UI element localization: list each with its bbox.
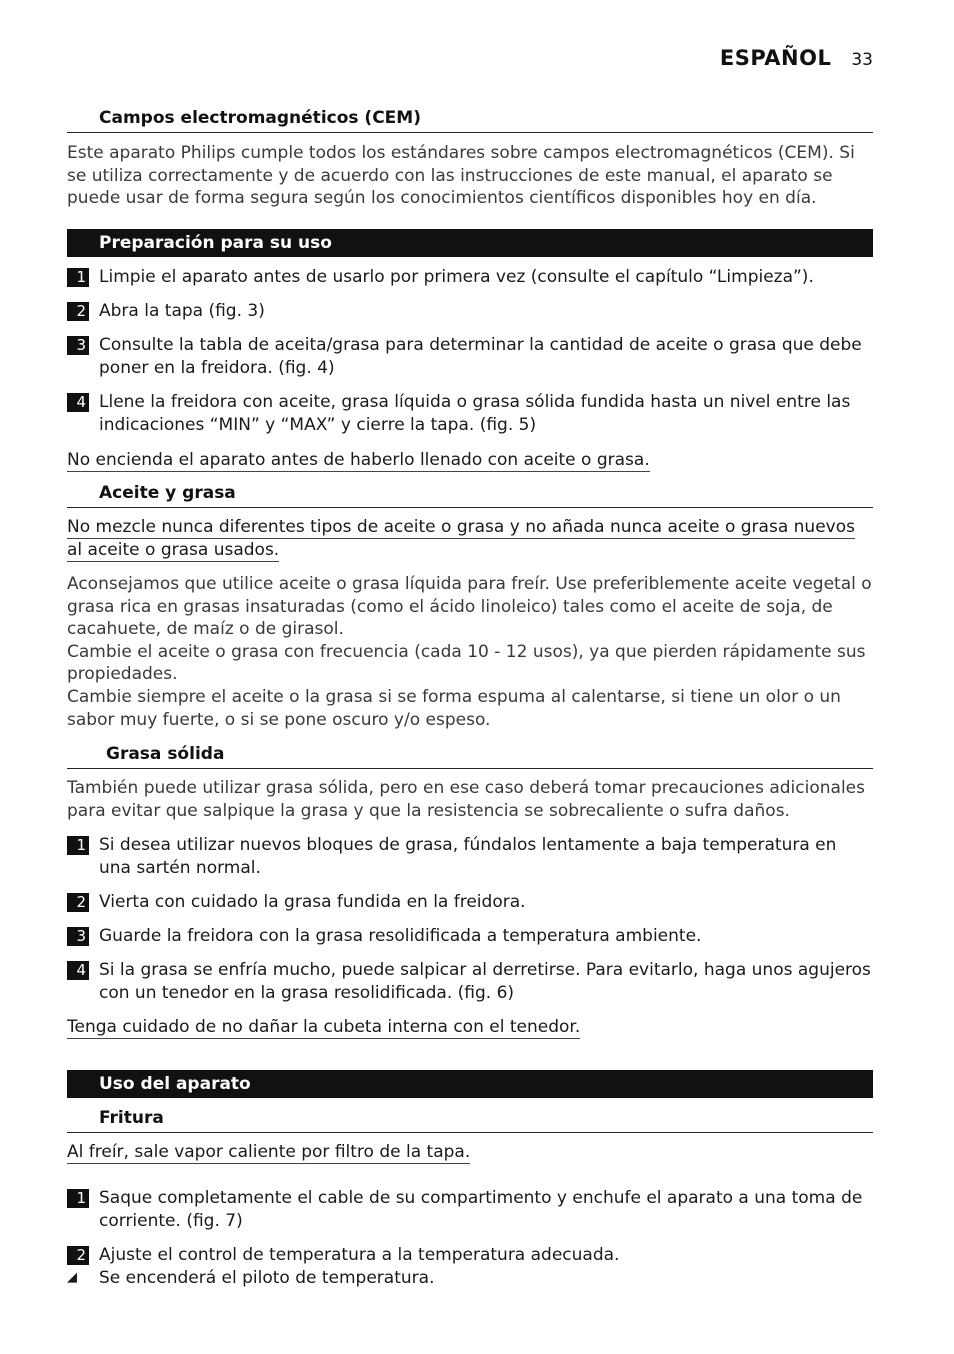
section-heading-use: Uso del aparato [67, 1070, 873, 1098]
solid-fat-paragraph: También puede utilizar grasa sólida, pero en ese caso deberá tomar precauciones adicionales para evitar que salpique la grasa y que la resistencia se sobrecaliente o sufra daños. [67, 778, 865, 821]
solid-step-2 [67, 891, 873, 914]
solid-step-3 [67, 925, 873, 948]
page-number: 33 [851, 50, 873, 70]
language-label: ESPAÑOL [719, 46, 832, 70]
step-text: Guarde la freidora con la grasa resolidificada a temperatura ambiente. [99, 926, 702, 946]
step-number: 1 [67, 1189, 89, 1208]
prep-warning-text: No encienda el aparato antes de haberlo llenado con aceite o grasa. [67, 450, 650, 470]
step-number: 2 [67, 302, 89, 321]
oil-paragraph-3: Cambie siempre el aceite o la grasa si se forma espuma al calentarse, si tiene un olor o un sabor muy fuerte, o si se pone oscuro y/o espeso. [67, 686, 841, 730]
prep-step-4 [67, 391, 873, 436]
step-number: 2 [67, 893, 89, 912]
prep-step-2 [67, 300, 873, 323]
bullet-text: Se encenderá el piloto de temperatura. [99, 1268, 435, 1288]
solid-step-1 [67, 834, 873, 879]
step-number: 4 [67, 961, 89, 980]
cem-paragraph: Este aparato Philips cumple todos los estándares sobre campos electromagnéticos (CEM). Si se utiliza correctamente y de acuerdo con las instrucciones de este manual, el aparato se puede usar de forma segura según los conocimientos científicos disponibles hoy en día. [67, 143, 855, 209]
page-header [720, 46, 873, 70]
prep-step-3 [67, 334, 873, 379]
step-number: 3 [67, 927, 89, 946]
solid-warning [67, 1016, 580, 1039]
use-result-bullet [67, 1267, 873, 1290]
step-text: Llene la freidora con aceite, grasa líquida o grasa sólida fundida hasta un nivel entre las indicaciones “MIN” y “MAX” y cierre la tapa. (fig. 5) [99, 392, 851, 435]
oil-warning [67, 516, 857, 562]
step-number: 3 [67, 336, 89, 355]
step-text: Saque completamente el cable de su compartimento y enchufe el aparato a una toma de corriente. (fig. 7) [99, 1188, 863, 1231]
section-heading-preparation: Preparación para su uso [67, 229, 873, 257]
step-text: Consulte la tabla de aceita/grasa para determinar la cantidad de aceite o grasa que debe poner en la freidora. (fig. 4) [99, 335, 862, 378]
use-warning-text: Al freír, sale vapor caliente por filtro de la tapa. [67, 1142, 471, 1162]
prep-step-1 [67, 266, 873, 289]
use-step-1 [67, 1187, 873, 1232]
step-number: 2 [67, 1246, 89, 1265]
oil-warning-text: No mezcle nunca diferentes tipos de aceite o grasa y no añada nunca aceite o grasa nuevos al aceite o grasa usados. [67, 517, 855, 560]
section-heading-solid-fat: Grasa sólida [67, 743, 873, 769]
use-warning [67, 1141, 470, 1164]
step-text: Si desea utilizar nuevos bloques de grasa, fúndalos lentamente a baja temperatura en una sartén normal. [99, 835, 837, 878]
use-step-2 [67, 1244, 873, 1267]
oil-paragraph-1: Aconsejamos que utilice aceite o grasa líquida para freír. Use preferiblemente aceite vegetal o grasa rica en grasas insaturadas (como el ácido linoleico) tales como el aceite de soja, de cacahuete, de maíz o de girasol. [67, 574, 872, 640]
result-arrow-icon: ◢ [67, 1270, 77, 1285]
oil-paragraphs [67, 573, 873, 731]
step-text: Si la grasa se enfría mucho, puede salpicar al derretirse. Para evitarlo, haga unos agujeros con un tenedor en la grasa resolidificada. (fig. 6) [99, 960, 871, 1003]
step-text: Abra la tapa (fig. 3) [99, 301, 265, 321]
section-heading-oil: Aceite y grasa [67, 482, 873, 508]
prep-warning [67, 449, 650, 472]
oil-paragraph-2: Cambie el aceite o grasa con frecuencia (cada 10 - 12 usos), ya que pierden rápidamente sus propiedades. [67, 641, 866, 685]
solid-step-4 [67, 959, 873, 1004]
step-number: 1 [67, 268, 89, 287]
solid-warning-text: Tenga cuidado de no dañar la cubeta interna con el tenedor. [67, 1017, 581, 1037]
step-text: Ajuste el control de temperatura a la temperatura adecuada. [99, 1245, 620, 1265]
section-heading-frying: Fritura [67, 1107, 873, 1133]
step-number: 4 [67, 393, 89, 412]
step-text: Vierta con cuidado la grasa fundida en la freidora. [99, 892, 526, 912]
section-heading-cem: Campos electromagnéticos (CEM) [67, 107, 873, 133]
step-number: 1 [67, 836, 89, 855]
step-text: Limpie el aparato antes de usarlo por primera vez (consulte el capítulo “Limpieza”). [99, 267, 814, 287]
